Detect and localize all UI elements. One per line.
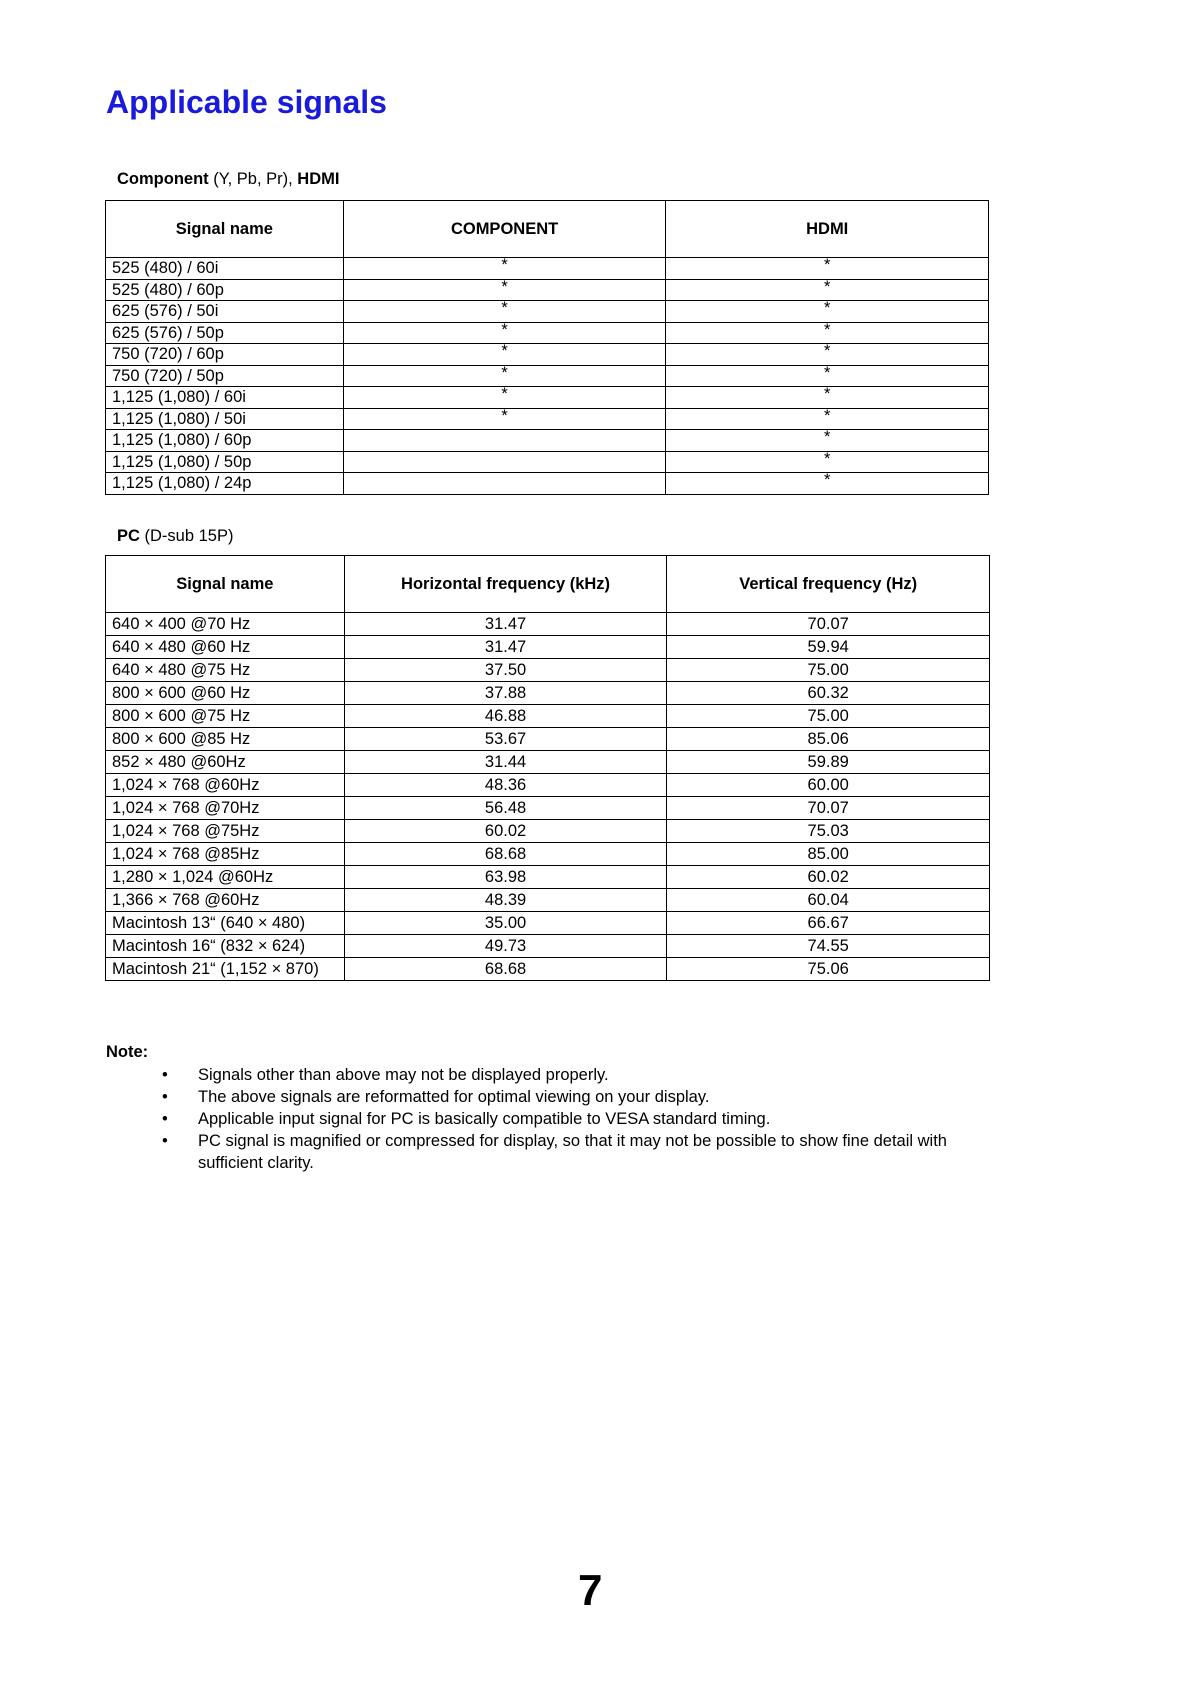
signal-name-cell: Macintosh 21“ (1,152 × 870) [106,958,345,981]
value-cell: 37.50 [344,659,667,682]
signal-name-cell: 1,024 × 768 @85Hz [106,843,345,866]
value-cell: 68.68 [344,958,667,981]
value-cell: * [666,387,989,409]
value-cell: * [343,279,666,301]
value-cell: 70.07 [667,797,990,820]
table-row [106,301,989,323]
table-row [106,473,989,495]
note-item [162,1086,992,1108]
signal-name-cell: 1,024 × 768 @70Hz [106,797,345,820]
value-cell: * [666,430,989,452]
signal-name-cell: 1,125 (1,080) / 60i [106,387,344,409]
component-hdmi-table [105,200,989,495]
value-cell: 31.47 [344,613,667,636]
signal-name-cell: 1,125 (1,080) / 50i [106,408,344,430]
signal-name-cell: 800 × 600 @60 Hz [106,682,345,705]
value-cell: * [666,408,989,430]
value-cell: 70.07 [667,613,990,636]
table-row [106,322,989,344]
note-list [162,1064,992,1174]
note-item [162,1064,992,1086]
value-cell: 60.02 [667,866,990,889]
value-cell: 35.00 [344,912,667,935]
table-row [106,682,990,705]
table-row [106,774,990,797]
value-cell: 85.00 [667,843,990,866]
value-cell: 59.89 [667,751,990,774]
table-row [106,705,990,728]
note-item [162,1108,992,1130]
value-cell: 75.00 [667,705,990,728]
header-signal-name: Signal name [106,556,345,613]
note-text: PC signal is magnified or compressed for display, so that it may not be possible to show fine detail with sufficient clarity. [198,1132,947,1172]
table-row [106,365,989,387]
signal-name-cell: Macintosh 16“ (832 × 624) [106,935,345,958]
signal-name-cell: 525 (480) / 60i [106,258,344,280]
signal-name-cell: 1,366 × 768 @60Hz [106,889,345,912]
table-row [106,613,990,636]
header-component: COMPONENT [343,201,666,258]
table-row [106,451,989,473]
value-cell: 31.44 [344,751,667,774]
value-cell: 75.06 [667,958,990,981]
table-row [106,912,990,935]
table-row [106,430,989,452]
bullet-icon: • [162,1088,168,1106]
signal-name-cell: 640 × 480 @60 Hz [106,636,345,659]
table-row [106,797,990,820]
table-row [106,258,989,280]
table-row [106,408,989,430]
signal-name-cell: 525 (480) / 60p [106,279,344,301]
signal-name-cell: 1,125 (1,080) / 50p [106,451,344,473]
signal-name-cell: 1,125 (1,080) / 60p [106,430,344,452]
bullet-icon: • [162,1110,168,1128]
signal-name-cell: 625 (576) / 50i [106,301,344,323]
value-cell [343,451,666,473]
value-cell: * [343,344,666,366]
bullet-icon: • [162,1066,168,1084]
header-signal-name: Signal name [106,201,344,258]
value-cell [343,430,666,452]
signal-name-cell: 1,125 (1,080) / 24p [106,473,344,495]
value-cell: 66.67 [667,912,990,935]
value-cell: * [343,258,666,280]
value-cell: * [666,344,989,366]
value-cell: 75.00 [667,659,990,682]
value-cell: 48.39 [344,889,667,912]
signal-name-cell: 800 × 600 @75 Hz [106,705,345,728]
value-cell: 60.02 [344,820,667,843]
value-cell: 56.48 [344,797,667,820]
label-ypbpr: (Y, Pb, Pr), [208,170,298,188]
note-label: Note: [106,1043,149,1061]
value-cell: * [666,301,989,323]
page-title: Applicable signals [106,84,387,120]
pc-section-label [117,527,233,546]
signal-name-cell: 640 × 400 @70 Hz [106,613,345,636]
signal-name-cell: 1,280 × 1,024 @60Hz [106,866,345,889]
table-row [106,636,990,659]
value-cell [343,473,666,495]
table-row [106,279,989,301]
value-cell: * [666,365,989,387]
signal-name-cell: 750 (720) / 60p [106,344,344,366]
value-cell: 74.55 [667,935,990,958]
table-row [106,728,990,751]
value-cell: * [666,322,989,344]
note-text: Signals other than above may not be displayed properly. [198,1066,609,1084]
signal-name-cell: 625 (576) / 50p [106,322,344,344]
label-dsub: (D-sub 15P) [139,527,234,545]
bullet-icon: • [162,1132,168,1150]
table-row [106,889,990,912]
value-cell: * [343,365,666,387]
note-text: Applicable input signal for PC is basically compatible to VESA standard timing. [198,1110,771,1128]
table-row [106,344,989,366]
pc-signal-table [105,555,990,981]
value-cell: 59.94 [667,636,990,659]
table-row [106,387,989,409]
value-cell: 75.03 [667,820,990,843]
value-cell: * [666,258,989,280]
table-row [106,751,990,774]
signal-name-cell: 800 × 600 @85 Hz [106,728,345,751]
value-cell: 68.68 [344,843,667,866]
signal-name-cell: Macintosh 13“ (640 × 480) [106,912,345,935]
value-cell: 37.88 [344,682,667,705]
label-hdmi: HDMI [297,170,340,188]
header-hdmi: HDMI [666,201,989,258]
header-horizontal-frequency: Horizontal frequency (kHz) [344,556,667,613]
table-row [106,935,990,958]
table-row [106,659,990,682]
value-cell: * [666,473,989,495]
value-cell: * [666,451,989,473]
value-cell: * [666,279,989,301]
value-cell: 49.73 [344,935,667,958]
label-pc: PC [117,527,140,545]
value-cell: 53.67 [344,728,667,751]
signal-name-cell: 750 (720) / 50p [106,365,344,387]
value-cell: * [343,408,666,430]
signal-name-cell: 1,024 × 768 @75Hz [106,820,345,843]
signal-name-cell: 1,024 × 768 @60Hz [106,774,345,797]
value-cell: * [343,322,666,344]
value-cell: * [343,387,666,409]
note-item [162,1130,992,1174]
value-cell: 60.32 [667,682,990,705]
signal-name-cell: 640 × 480 @75 Hz [106,659,345,682]
table-row [106,958,990,981]
table-row [106,820,990,843]
value-cell: 63.98 [344,866,667,889]
note-text: The above signals are reformatted for optimal viewing on your display. [198,1088,710,1106]
value-cell: * [343,301,666,323]
table-row [106,866,990,889]
label-component: Component [117,170,209,188]
value-cell: 48.36 [344,774,667,797]
page-number: 7 [578,1566,603,1615]
value-cell: 60.00 [667,774,990,797]
value-cell: 60.04 [667,889,990,912]
value-cell: 85.06 [667,728,990,751]
table-row [106,843,990,866]
value-cell: 46.88 [344,705,667,728]
component-section-label [117,170,339,189]
signal-name-cell: 852 × 480 @60Hz [106,751,345,774]
header-vertical-frequency: Vertical frequency (Hz) [667,556,990,613]
value-cell: 31.47 [344,636,667,659]
